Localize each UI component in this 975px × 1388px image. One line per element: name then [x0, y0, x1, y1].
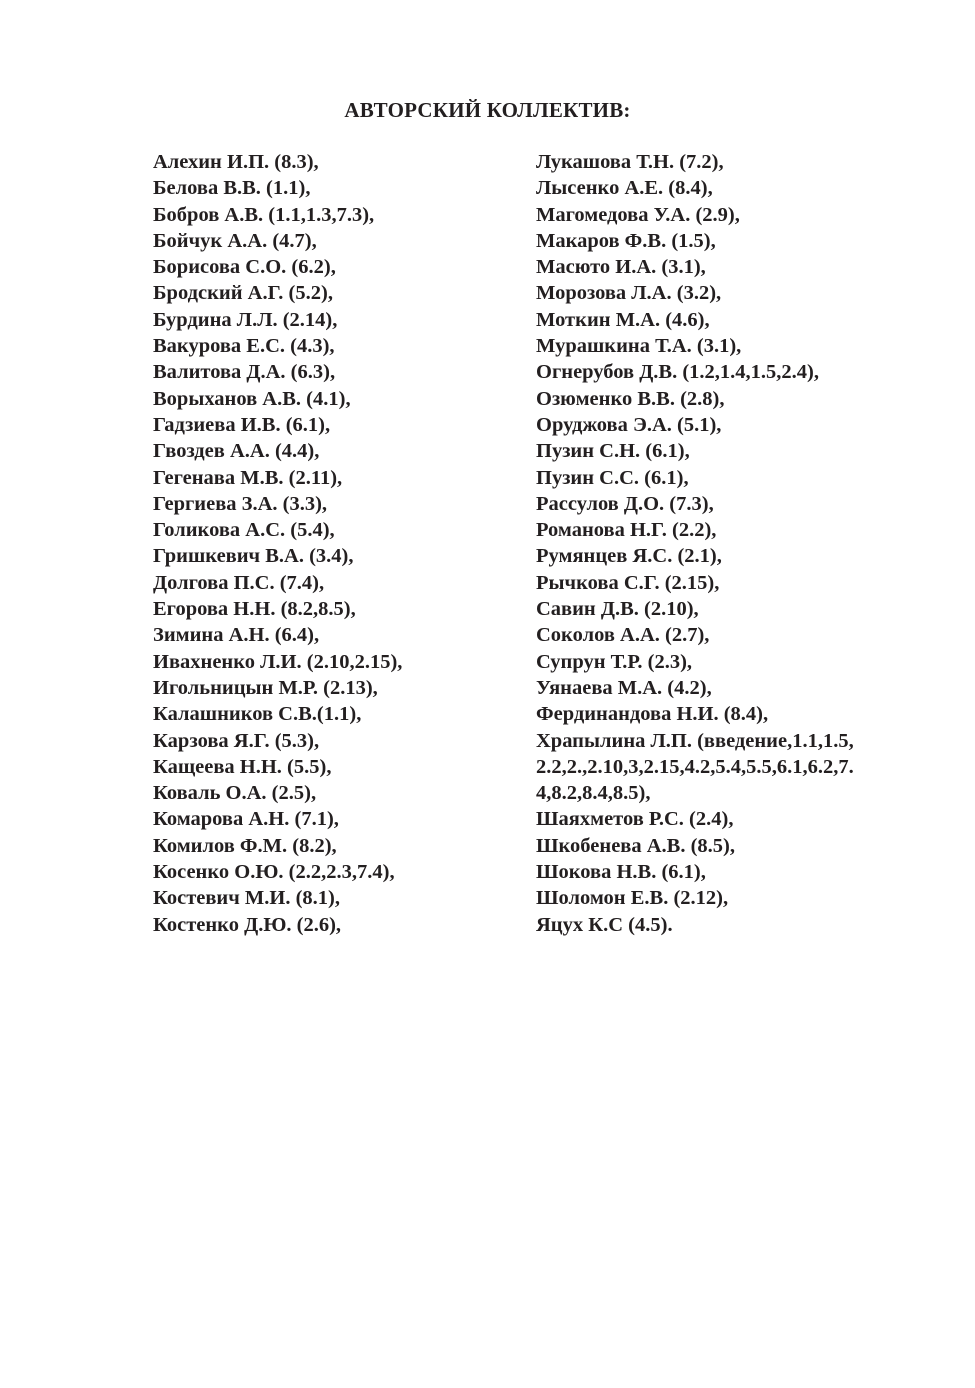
author-entry: Коваль О.А. (2.5),: [153, 782, 317, 805]
author-entry: Огнерубов Д.В. (1.2,1.4,1.5,2.4),: [536, 361, 819, 384]
author-entry: Егорова Н.Н. (8.2,8.5),: [153, 598, 356, 621]
page-title: АВТОРСКИЙ КОЛЛЕКТИВ:: [344, 98, 631, 122]
author-entry: Пузин С.С. (6.1),: [536, 466, 689, 489]
author-entry: Гергиева З.А. (3.3),: [153, 492, 328, 515]
author-entry: Яцух К.С (4.5).: [536, 913, 673, 936]
author-entry: Савин Д.В. (2.10),: [536, 598, 699, 621]
author-entry: Шоломон Е.В. (2.12),: [536, 887, 729, 910]
author-entry: Моткин М.А. (4.6),: [536, 308, 710, 331]
author-entry: Бобров А.В. (1.1,1.3,7.3),: [153, 203, 375, 226]
author-entry: Соколов А.А. (2.7),: [536, 624, 710, 647]
author-entry: Румянцев Я.С. (2.1),: [536, 545, 722, 568]
author-entry: Масюто И.А. (3.1),: [536, 256, 706, 279]
author-entry: Комарова А.Н. (7.1),: [153, 808, 339, 831]
author-entry: Алехин И.П. (8.3),: [153, 151, 319, 173]
author-entry: Бродский А.Г. (5.2),: [153, 282, 333, 305]
author-entry: Бойчук А.А. (4.7),: [153, 229, 317, 252]
author-entry: Борисова С.О. (6.2),: [153, 256, 336, 279]
author-entry: Валитова Д.А. (6.3),: [153, 361, 336, 384]
author-entry: Супрун Т.Р. (2.3),: [536, 650, 693, 673]
author-entry: Комилов Ф.М. (8.2),: [153, 834, 337, 857]
author-entry: Костенко Д.Ю. (2.6),: [153, 913, 342, 936]
authors-list-right: [536, 149, 916, 938]
author-entry: Ивахненко Л.И. (2.10,2.15),: [153, 650, 403, 673]
author-entry: Шокова Н.В. (6.1),: [536, 861, 706, 884]
author-entry: Уянаева М.А. (4.2),: [536, 676, 712, 699]
author-entry: Озюменко В.В. (2.8),: [536, 387, 725, 410]
author-entry: Макаров Ф.В. (1.5),: [536, 229, 716, 252]
author-entry: Лукашова Т.Н. (7.2),: [536, 151, 724, 173]
author-entry: Фердинандова Н.И. (8.4),: [536, 703, 769, 726]
author-entry: Шаяхметов Р.С. (2.4),: [536, 808, 734, 831]
author-entry: Морозова Л.А. (3.2),: [536, 282, 722, 305]
author-entry: 4,8.2,8.4,8.5),: [536, 782, 651, 805]
author-entry: Белова В.В. (1.1),: [153, 177, 311, 200]
author-entry: Пузин С.Н. (6.1),: [536, 440, 690, 463]
author-entry: Рассулов Д.О. (7.3),: [536, 492, 714, 515]
author-entry: Гвоздев А.А. (4.4),: [153, 440, 320, 463]
author-entry: Рычкова С.Г. (2.15),: [536, 571, 720, 594]
author-entry: Карзова Я.Г. (5.3),: [153, 729, 320, 752]
author-entry: Гришкевич В.А. (3.4),: [153, 545, 354, 568]
author-entry: Ворыханов А.В. (4.1),: [153, 387, 351, 410]
author-entry: Храпылина Л.П. (введение,1.1,1.5,: [536, 729, 854, 752]
author-entry: Косенко О.Ю. (2.2,2.3,7.4),: [153, 861, 395, 884]
author-entry: Лысенко А.Е. (8.4),: [536, 177, 713, 200]
author-entry: Долгова П.С. (7.4),: [153, 571, 325, 594]
author-entry: Магомедова У.А. (2.9),: [536, 203, 740, 226]
author-entry: Оруджова Э.А. (5.1),: [536, 413, 722, 436]
author-entry: Калашников С.В.(1.1),: [153, 703, 362, 726]
author-entry: Шкобенева А.В. (8.5),: [536, 834, 735, 857]
authors-list-left: [153, 149, 513, 938]
author-entry: Игольницын М.Р. (2.13),: [153, 676, 378, 699]
author-entry: Голикова А.С. (5.4),: [153, 519, 335, 542]
author-entry: Бурдина Л.Л. (2.14),: [153, 308, 338, 331]
author-entry: Вакурова Е.С. (4.3),: [153, 335, 335, 358]
author-entry: Мурашкина Т.А. (3.1),: [536, 335, 742, 358]
author-entry: Романова Н.Г. (2.2),: [536, 519, 717, 542]
author-entry: Гегенава М.В. (2.11),: [153, 466, 343, 489]
author-entry: Костевич М.И. (8.1),: [153, 887, 341, 910]
author-entry: Кащеева Н.Н. (5.5),: [153, 755, 332, 778]
author-entry: Гадзиева И.В. (6.1),: [153, 413, 331, 436]
author-entry: Зимина А.Н. (6.4),: [153, 624, 320, 647]
author-entry: 2.2,2.,2.10,3,2.15,4.2,5.4,5.5,6.1,6.2,7.: [536, 755, 854, 778]
